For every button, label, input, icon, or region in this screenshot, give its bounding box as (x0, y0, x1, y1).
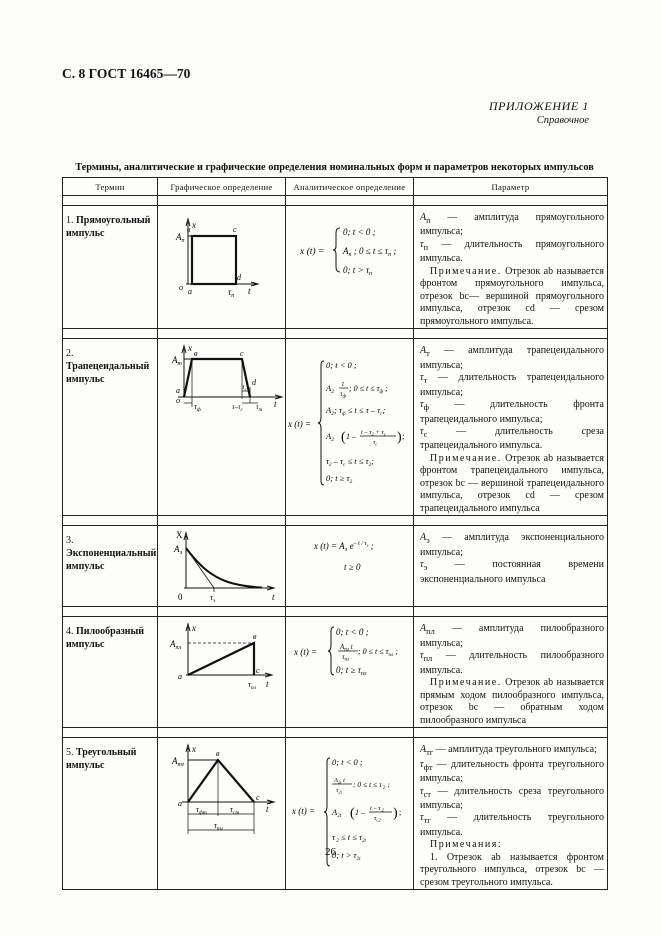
param-line: $\tau_{тг}$ — длительность треугольного импульса. (420, 812, 604, 838)
column-header-parameter: Параметр (414, 178, 608, 196)
svg-text:A2t t: $A_{2t}$ t (334, 777, 345, 785)
parameter-cell (414, 526, 608, 607)
term-cell: 3. Экспоненциальный импульс (63, 526, 158, 607)
svg-text:c: c (233, 225, 237, 234)
table-row (63, 206, 608, 329)
note-text: 1. Отрезок ab называется фронтом треугольного импульса, отрезок bc — срезом треугольного импульса. (420, 851, 604, 888)
svg-text:; 0 ≤ t ≤ τ 2 ;: ; 0 ≤ t ≤ τ $_2$ ; (353, 780, 390, 792)
svg-text:t: t (248, 286, 251, 296)
svg-text:τтг: $\tau_{тг}$ (214, 821, 223, 833)
svg-text:A2; τф ≤ t ≤ τ – τc;: $A_2$; $\tau_ф \le t \le \tau - \tau_c$; (326, 405, 386, 418)
paren-left: ( (350, 806, 355, 822)
param-line: $\tau_{пл}$ — длительность пилообразного импульса. (420, 650, 604, 676)
svg-text:τc2: $\tau_{c2}$ (374, 815, 381, 823)
svg-text:o: o (176, 396, 180, 406)
svg-text:Aп: $A_п$ (176, 232, 185, 244)
parameter-cell (414, 617, 608, 728)
svg-text:; 0 ≤ t ≤ τф ;: ; $0 \le t \le \tau_ф$ ; (349, 384, 388, 396)
svg-text:t: t (342, 380, 344, 389)
svg-text:o: o (179, 283, 183, 292)
graph-rectangular (158, 206, 286, 329)
table-row (63, 617, 608, 728)
graph-triangular (158, 738, 286, 890)
svg-text:Aп ; 0 ≤ t ≤ τп ;: $A_п$ ; $0 \le t \le \tau_п$ ; (343, 246, 397, 258)
svg-text:A2t: $A_{2t}$ (332, 807, 342, 820)
param-line: $A_т$ — амплитуда трапецеидального импульса; (420, 345, 604, 371)
svg-text:τт: $\tau_т$ (256, 403, 263, 414)
column-header-term: Термин (63, 178, 158, 196)
table-spacer-row (63, 329, 608, 339)
svg-text:a: a (176, 386, 180, 396)
svg-text:t: t (266, 679, 269, 690)
svg-text:0; t > τ2t: 0; $t > \tau_{2t}$ (332, 850, 361, 863)
parameter-cell (414, 738, 608, 890)
paren-left: ( (341, 430, 346, 446)
param-line: $\tau_{фт}$ — длительность фронта треугольного импульса; (420, 758, 604, 785)
table-spacer-row (63, 607, 608, 617)
svg-text:Aэ: $A_э$ (174, 544, 183, 557)
param-line: $\tau_п$ — длительность прямоугольного импульса. (420, 238, 604, 265)
svg-text:x (t) =: x (t) = (292, 806, 316, 817)
svg-text:1 –: 1 – (346, 432, 356, 442)
svg-text:τпл: $\tau_{пл}$ (248, 680, 257, 692)
svg-text:x (t) =: x (t) = (294, 647, 318, 658)
paren-right: ) (397, 430, 402, 446)
svg-text:0; t < 0 ;: 0; t < 0 ; (332, 757, 363, 768)
svg-text:τп: $\tau_п$ (228, 287, 235, 299)
svg-text:x: x (192, 744, 196, 755)
formula-sawtooth (286, 617, 414, 728)
svg-text:d: d (252, 378, 256, 388)
note-text: Примечание. Отрезок ab называется прямым ходом пилообразного импульса, отрезок bc — обратным ходом пилообразного импульса (420, 677, 605, 726)
svg-text:в: в (216, 749, 220, 759)
appendix-label (489, 99, 589, 126)
svg-text:c: c (256, 666, 260, 676)
svg-text:A2: $A_2$ (326, 383, 334, 396)
svg-text:τ 2 ≤ t ≤ τ2t: τ $_2 \le t \le \tau_{2t}$ (332, 832, 366, 845)
svg-text:1 –: 1 – (355, 808, 365, 818)
pulse-table (62, 177, 608, 890)
svg-text:τэ: $\tau_э$ (210, 593, 216, 605)
svg-text:t – τ 2: t – τ $_2$ (370, 805, 385, 813)
param-line: $\tau_т$ — длительность трапецеидального импульса; (420, 372, 604, 398)
note-text: Примечание. Отрезок ab называется фронтом трапецеидального импульса, отрезок bc — вершиной трапецеидального импульса, отрезок cd — срезом трапецеидального импульса (420, 452, 605, 514)
parameter-cell (414, 339, 608, 516)
svg-text:τфт: $\tau_{фт}$ (196, 805, 207, 817)
svg-text:Aпл t: $A_{пл}$ t (340, 643, 353, 653)
formula-trapezoidal (286, 339, 414, 516)
svg-text:t ≥ 0: t ≥ 0 (344, 562, 361, 573)
svg-text:Aт: $A_т$ (172, 355, 182, 368)
svg-text:x (t) =: x (t) = (300, 247, 325, 257)
svg-text:0; t < 0 ;: 0; t < 0 ; (326, 360, 357, 371)
formula-exponential (286, 526, 414, 607)
param-line: $A_{пл}$ — амплитуда пилообразного импульса; (420, 623, 604, 649)
svg-text:t – τ2 + τc: $t - \tau_2 + \tau_c$ (361, 429, 386, 437)
svg-text:x: x (188, 343, 192, 354)
svg-text:τ2 – τc ≤ t ≤ τ2;: $\tau_2 - \tau_c \le t \le \tau_2$; (326, 456, 374, 469)
svg-text:в: в (253, 632, 257, 642)
graph-trapezoidal (158, 339, 286, 516)
svg-text:τ–τc: $\tau-\tau_c$ (232, 403, 243, 414)
svg-text:τф: $\tau_ф$ (340, 390, 347, 400)
term-cell: 4. Пилообразный импульс (63, 617, 158, 728)
svg-text:A2: $A_2$ (326, 431, 334, 444)
svg-text:τпл: $\tau_{пл}$ (342, 653, 350, 663)
svg-text:x (t) = Aэ e– t / τэ ;: x $(t) = A_э$ $e^{- t / \tau}э$ ; (314, 541, 374, 554)
param-line: $\tau_с$ — длительность среза трапецеидального импульса. (420, 426, 604, 452)
svg-text:x: x (192, 220, 196, 230)
svg-text:Aтг: $A_{тг}$ (172, 756, 185, 769)
column-header-graphic: Графическое определение (158, 178, 286, 196)
svg-text:x: x (192, 623, 196, 634)
appendix-title: ПРИЛОЖЕНИЕ 1 (488, 99, 589, 113)
page-header: С. 8 ГОСТ 16465—70 (62, 66, 191, 81)
svg-text:0; t ≥ τ2: 0; $t \ge \tau_2$ (326, 473, 353, 486)
svg-text:0: 0 (178, 592, 183, 603)
page-number: 26 (325, 846, 336, 858)
formula-rectangular (286, 206, 414, 329)
svg-text:τc: $\tau_c$ (242, 383, 247, 394)
param-line: $A_{тг}$ — амплитуда треугольного импульса; (420, 744, 597, 758)
svg-text:a: a (178, 672, 182, 682)
svg-text:в: в (194, 349, 198, 359)
svg-text:0; t < 0 ;: 0; t < 0 ; (343, 227, 376, 237)
svg-text:в: в (187, 225, 191, 234)
svg-text:τст: $\tau_{ст}$ (230, 805, 240, 817)
svg-text:;: ; (399, 808, 402, 818)
svg-text:t: t (272, 592, 275, 603)
param-line: $\tau_ф$ — длительность фронта трапецеидального импульса; (420, 399, 604, 425)
svg-text:a: a (178, 799, 182, 809)
svg-text:0; t < 0 ;: 0; t < 0 ; (336, 627, 369, 638)
table-row (63, 526, 608, 607)
column-header-analytic: Аналитическое определение (286, 178, 414, 196)
table-header-row (63, 178, 608, 196)
svg-text:0; t > τп: 0; $t > \tau_п$ (343, 265, 373, 277)
table-caption: Термины, аналитические и графические определения номинальных форм и параметров некоторых импульсов (75, 162, 594, 173)
param-line: $A_п$ — амплитуда прямоугольного импульса; (420, 212, 604, 238)
svg-text:d: d (237, 273, 241, 282)
param-line: $A_э$ — амплитуда экспоненциального импульса; (420, 532, 604, 558)
svg-text:a: a (188, 287, 192, 296)
note-text: Примечание. Отрезок ab называется фронтом прямоугольного импульса, отрезок bc— вершиной прямоугольного импульса, отрезок cd — срезом прямоугольного импульса. (420, 265, 605, 327)
svg-text:τc: $\tau_c$ (373, 439, 378, 447)
svg-text:τф: $\tau_ф$ (194, 402, 201, 414)
term-cell: 2. Трапецеидальный импульс (63, 339, 158, 516)
table-spacer-row (63, 516, 608, 526)
table-spacer-row (63, 728, 608, 738)
svg-text:;: ; (402, 432, 405, 442)
appendix-subtitle: Справочное (536, 115, 589, 126)
svg-text:c: c (240, 349, 244, 359)
paren-right: ) (393, 806, 398, 822)
svg-text:τ2t: $\tau_{2t}$ (336, 787, 342, 795)
parameter-cell (414, 206, 608, 329)
note-label: Примечания: (430, 839, 503, 851)
term-cell: 5. Треугольный импульс (63, 738, 158, 890)
graph-sawtooth (158, 617, 286, 728)
svg-text:c: c (256, 793, 260, 803)
svg-text:t: t (266, 804, 269, 815)
table-row (63, 738, 608, 890)
formula-triangular (286, 738, 414, 890)
table-spacer-row (63, 196, 608, 206)
svg-text:X: X (176, 530, 183, 541)
svg-text:0; t ≥ τпл: 0; $t \ge \tau_{пл}$ (336, 665, 367, 678)
svg-text:x (t) =: x (t) = (288, 419, 312, 430)
svg-text:t: t (274, 399, 277, 410)
svg-text:Aпл: $A_{пл}$ (170, 639, 182, 652)
table-row (63, 339, 608, 516)
graph-exponential (158, 526, 286, 607)
param-line: $\tau_э$ — постоянная времени экспоненциального импульса (420, 559, 604, 585)
term-cell: 1. Прямоугольный импульс (63, 206, 158, 329)
param-line: $\tau_{ст}$ — длительность среза треугольного импульса; (420, 785, 604, 811)
svg-text:; 0 ≤ t ≤ τпл ;: ; $0 \le t \le \tau_{пл}$ ; (358, 647, 398, 659)
